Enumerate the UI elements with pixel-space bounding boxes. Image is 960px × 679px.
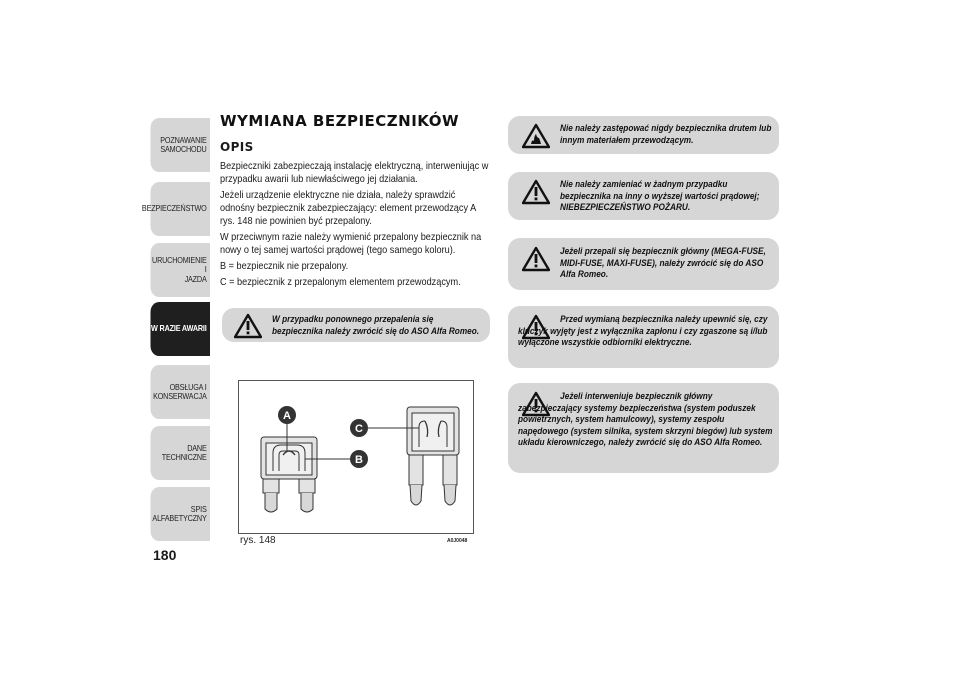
danger-triangle-icon <box>522 179 550 205</box>
tab-poznawanie-samochodu[interactable]: POZNAWANIE SAMOCHODU <box>151 118 211 172</box>
warning-text-rest: zabezpieczający systemy bezpieczeństwa (system poduszek powietrznych, system hamulcowy), systemy zespołu napędowego (system silnika, system skrzyni biegów) lub system układu kierowniczego, należy zwrócić się do ASO Alfa Romeo. <box>518 402 773 448</box>
warning-text <box>560 179 775 214</box>
warning-box <box>222 308 490 342</box>
warning-box <box>508 238 779 290</box>
paragraph: W przeciwnym razie należy wymienić przepalony bezpiecznik na nowy o tej samej wartości prądowej (tego samego koloru). <box>220 232 482 256</box>
tab-w-razie-awarii[interactable]: W RAZIE AWARII <box>151 302 211 356</box>
warning-text-rest: bezpiecznika na inny o wyższej wartości prądowej; NIEBEZPIECZEŃSTWO POŻARU. <box>560 190 760 213</box>
fuse-blown <box>407 407 459 505</box>
tab-bezpieczenstwo[interactable]: BEZPIECZEŃSTWO <box>151 182 211 236</box>
warning-text-line: Nie należy zastępować nigdy bezpiecznika drutem lub <box>560 123 772 134</box>
tab-dane-techniczne[interactable]: DANE TECHNICZNE <box>151 426 211 480</box>
warning-box <box>508 306 779 368</box>
warning-text-line: Nie należy zamieniać w żadnym przypadku <box>560 179 728 190</box>
tab-obsluga-i-konserwacja[interactable]: OBSŁUGA I KONSERWACJA <box>151 365 211 419</box>
warning-text: W przypadku ponownego przepalenia się bezpiecznika należy zwrócić się do ASO Alfa Romeo. <box>272 314 480 337</box>
fire-warning-icon <box>522 123 550 149</box>
figure-code: A0J0048 <box>447 538 468 544</box>
fuse-intact <box>261 437 317 512</box>
warning-text-line: Jeżeli interweniuje bezpiecznik główny <box>560 391 713 402</box>
warning-text <box>518 314 776 349</box>
warning-text <box>518 391 776 449</box>
danger-triangle-icon <box>522 246 550 272</box>
section-subtitle: OPIS <box>220 140 254 154</box>
fuse-figure <box>238 380 474 534</box>
paragraph: Bezpieczniki zabezpieczają instalację elektryczną, interweniując w przypadku awarii lub niewłaściwego jej działania. <box>220 161 489 185</box>
warning-text-line: Jeżeli przepali się bezpiecznik główny (MEGA-FUSE, <box>560 246 766 257</box>
warning-box <box>508 383 779 473</box>
warning-box <box>508 116 779 154</box>
warning-text-rest: MIDI-FUSE, MAXI-FUSE), należy zwrócić się do ASO Alfa Romeo. <box>560 257 764 280</box>
paragraph: Jeżeli urządzenie elektryczne nie działa, należy sprawdzić odnośny bezpiecznik zabezpieczający: element przewodzący A rys. 148 nie powinien być przepalony. <box>220 190 476 227</box>
page-title: WYMIANA BEZPIECZNIKÓW <box>220 112 460 130</box>
warning-text <box>560 123 775 146</box>
callout-a-label: A <box>283 410 291 422</box>
warning-text-rest: kluczyk wyjęty jest z wyłącznika zapłonu i czy zgaszone są i/lub wyłączone wszystkie odbiorniki elektryczne. <box>518 325 768 348</box>
callout-b-label: B <box>355 454 363 466</box>
tab-spis-alfabetyczny[interactable]: SPIS ALFABETYCZNY <box>151 487 211 541</box>
warning-box <box>508 172 779 220</box>
callout-c-label: C <box>355 423 363 435</box>
paragraph: B = bezpiecznik nie przepalony. <box>220 261 349 272</box>
warning-text-line: Przed wymianą bezpiecznika należy upewnić się, czy <box>560 314 768 325</box>
warning-text <box>560 246 775 281</box>
tab-uruchomienie-i-jazda[interactable]: URUCHOMIENIE I JAZDA <box>151 243 211 297</box>
paragraph: C = bezpiecznik z przepalonym elementem przewodzącym. <box>220 277 461 288</box>
warning-text-rest: innym materiałem przewodzącym. <box>560 134 694 146</box>
fuse-illustration <box>239 381 473 533</box>
body-text <box>220 160 490 292</box>
figure-caption: rys. 148 <box>240 535 276 546</box>
danger-triangle-icon <box>234 313 262 339</box>
page-number: 180 <box>153 547 177 563</box>
